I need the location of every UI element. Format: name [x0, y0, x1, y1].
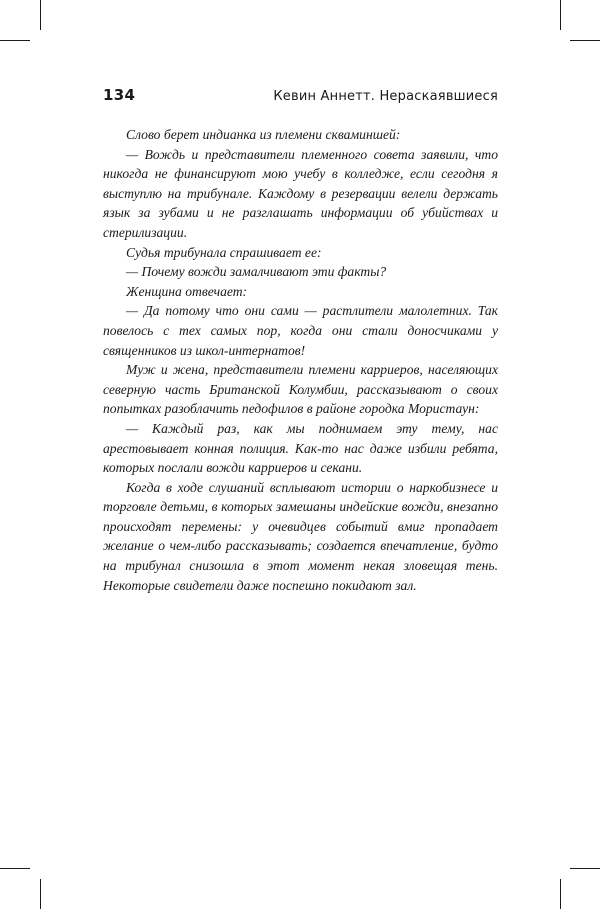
crop-mark: [0, 868, 30, 869]
crop-mark: [560, 879, 561, 909]
crop-mark: [40, 879, 41, 909]
crop-mark: [40, 0, 41, 30]
crop-mark: [570, 40, 600, 41]
paragraph: Когда в ходе слушаний всплывают истории о наркобизнесе и торговле детьми, в которых замешаны индейские вожди, внезапно происходят перемены: у очевидцев событий вмиг пропадает желание о чем-либо рассказывать; создается впечатление, будто на трибунал снизошла в этот момент некая зловещая тень. Некоторые свидетели даже поспешно покидают зал.: [103, 479, 498, 593]
page-header: [103, 86, 498, 104]
paragraph: — Почему вожди замалчивают эти факты?: [126, 264, 387, 280]
crop-mark: [560, 0, 561, 30]
page-number: 134: [103, 86, 136, 104]
body-text: [103, 125, 498, 595]
crop-mark: [0, 40, 30, 41]
paragraph: Женщина отвечает:: [126, 283, 248, 299]
paragraph: — Да потому что они сами — растлители малолетних. Так повелось с тех самых пор, когда они стали доносчиками у священников из школ-интернатов!: [103, 303, 498, 358]
paragraph: — Каждый раз, как мы поднимаем эту тему, нас арестовывает конная полиция. Как-то нас даже избили ребята, которых послали вожди карриеров и секани.: [103, 420, 498, 476]
paragraph: Слово берет индианка из племени скваминшей:: [126, 127, 401, 142]
paragraph: Муж и жена, представители племени карриеров, населяющих северную часть Британской Колумбии, рассказывают о своих попытках разоблачить педофилов в районе городка Мористаун:: [103, 362, 498, 417]
crop-mark: [570, 868, 600, 869]
paragraph: — Вождь и представители племенного совета заявили, что никогда не финансируют мою учебу в колледже, если сегодня я выступлю на трибунале. Каждому в резервации велели держать язык за зубами и не разглашать информации об убийствах и стерилизации.: [103, 146, 498, 240]
paragraph: Судья трибунала спрашивает ее:: [126, 244, 322, 260]
running-head: Кевин Аннетт. Нераскаявшиеся: [273, 89, 498, 104]
